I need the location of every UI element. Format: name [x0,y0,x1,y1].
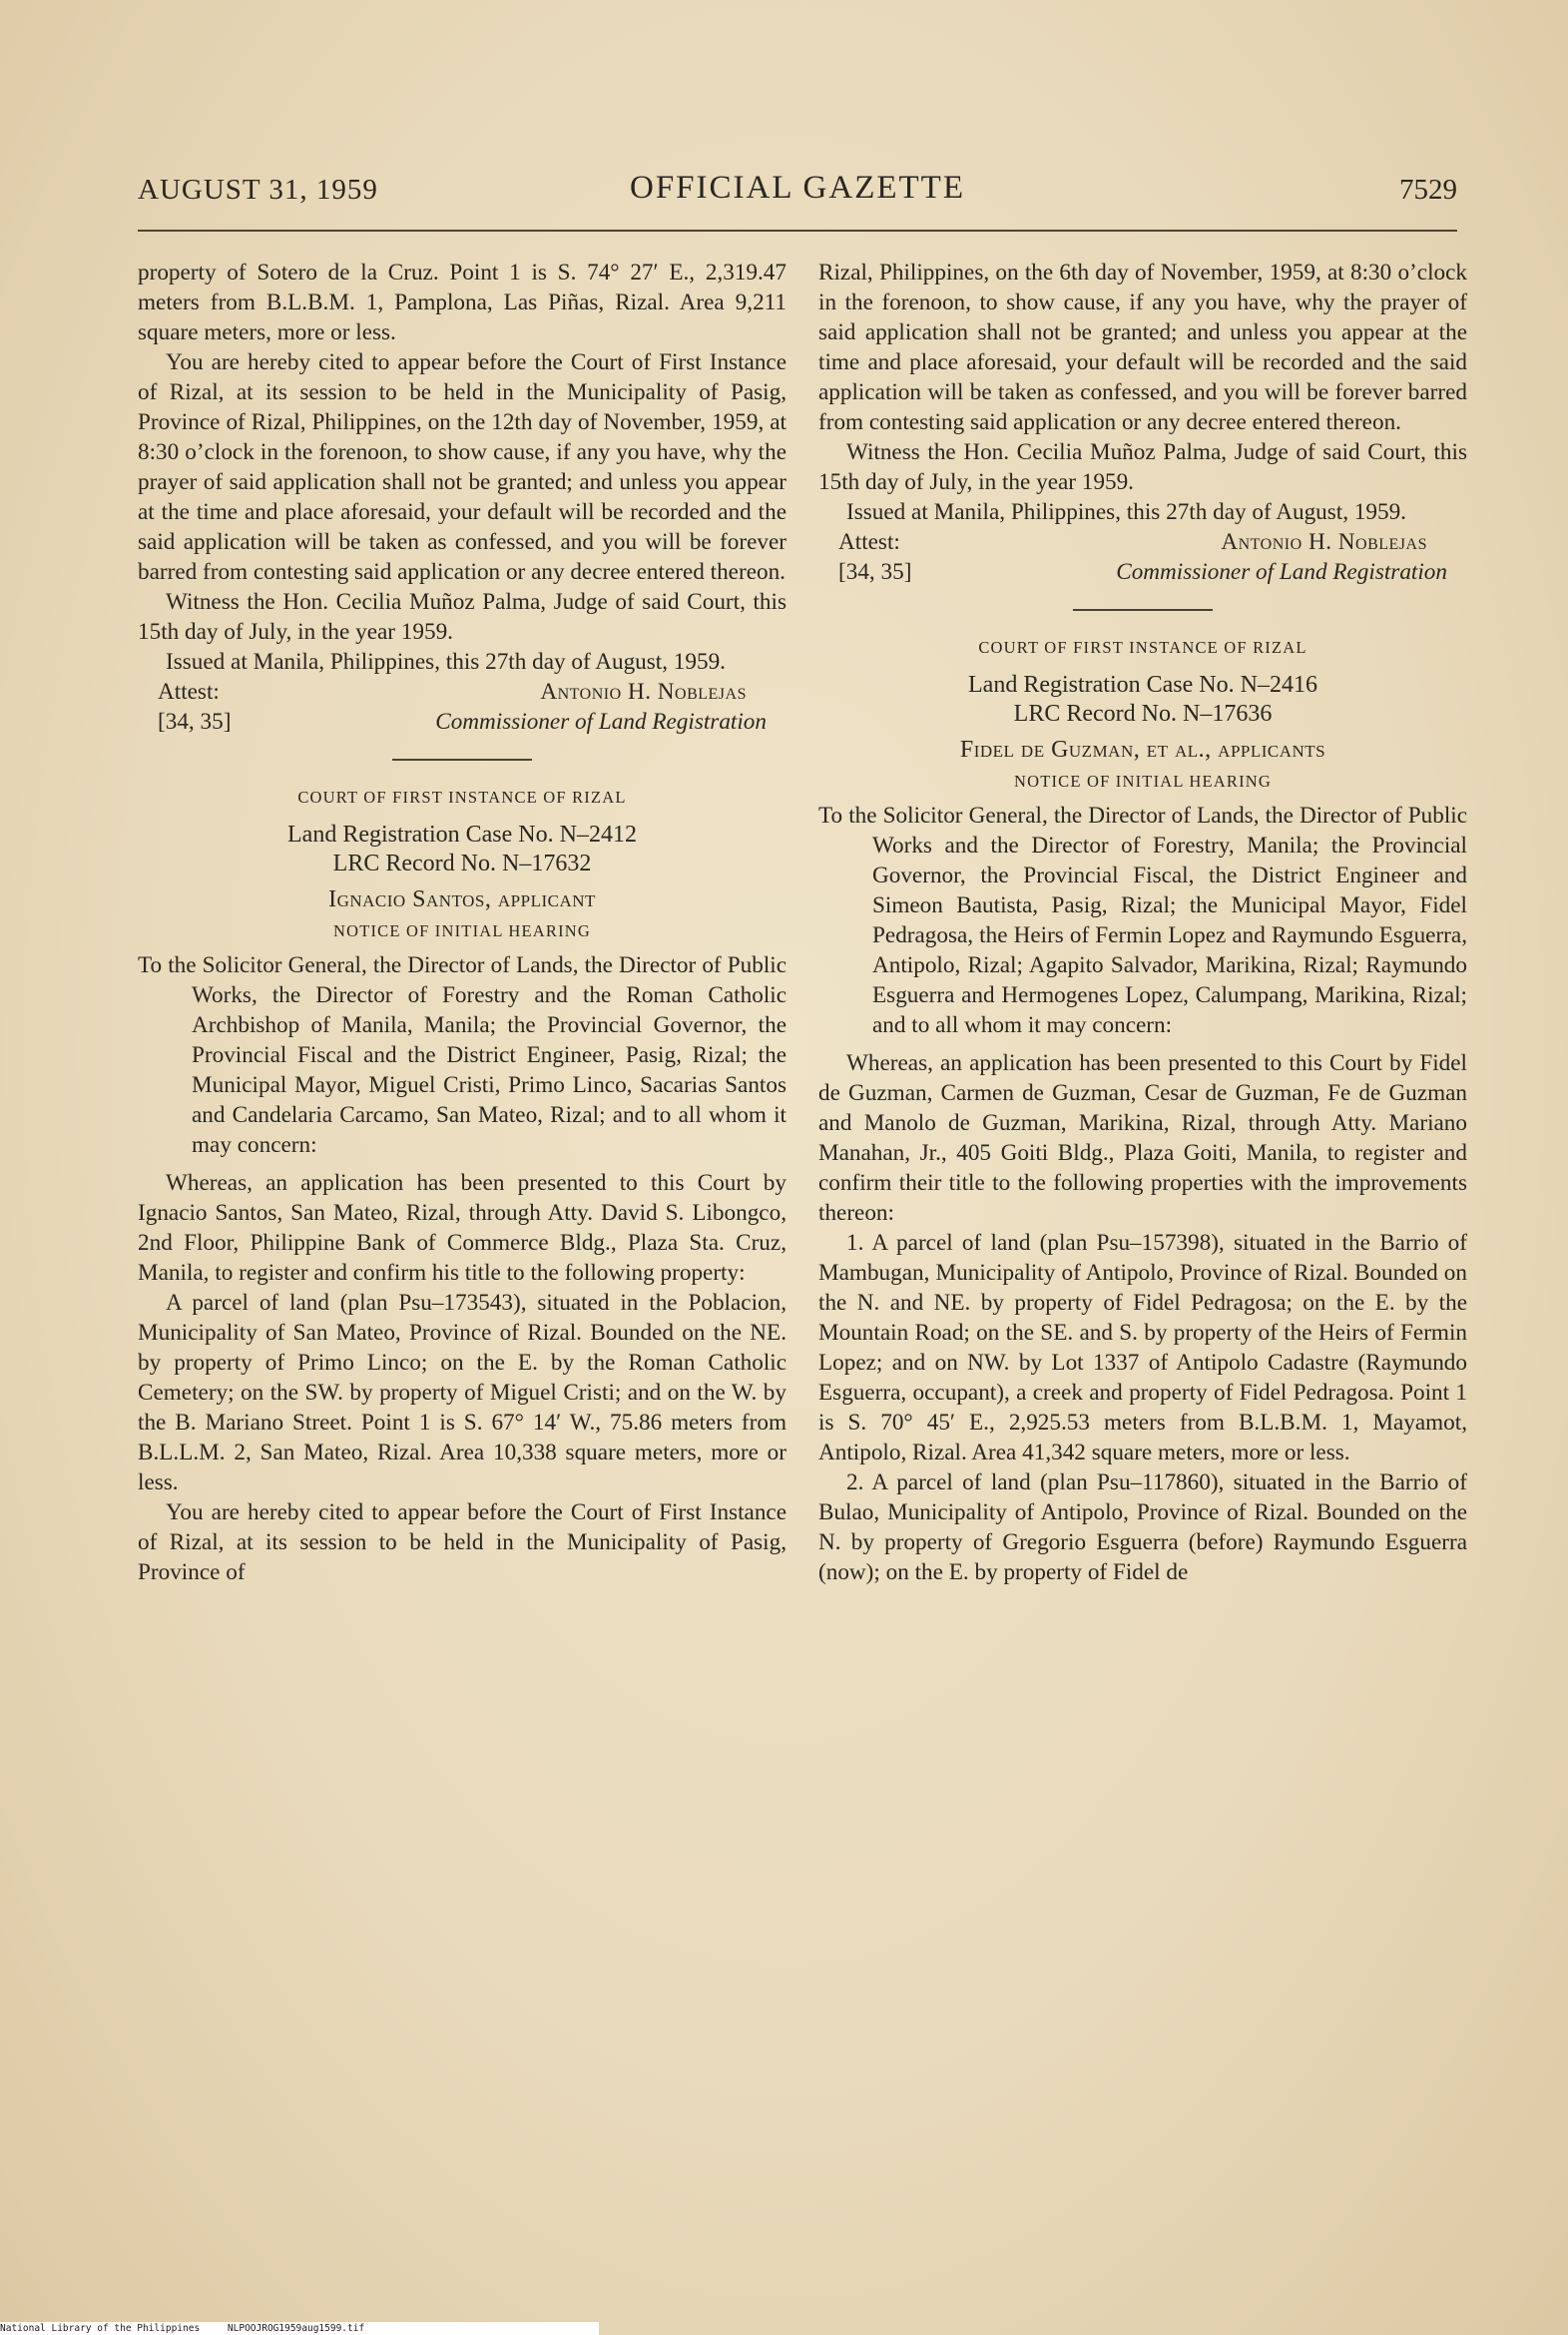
paragraph: Issued at Manila, Philippines, this 27th day of August, 1959. [166,649,726,675]
paragraph: Witness the Hon. Cecilia Muñoz Palma, Judge of said Court, this 15th day of July, in the year 1959. [818,439,1467,495]
attest-name: Antonio H. Noblejas [1221,529,1427,555]
page-number: 7529 [1399,174,1457,206]
issue-date: AUGUST 31, 1959 [138,174,378,206]
attest-label: Attest: [158,679,220,705]
publication-title: OFFICIAL GAZETTE [630,170,965,206]
file-name: NLPOOJROG1959aug1599.tif [227,2323,365,2334]
attest-name: Antonio H. Noblejas [540,679,747,705]
notice-heading: NOTICE OF INITIAL HEARING [1013,772,1273,791]
court-heading: COURT OF FIRST INSTANCE OF RIZAL [297,788,627,807]
addressee: To the Solicitor General, the Director of Lands, the Director of Public Works, the Director of Forestry and the Roman Catholic Archbishop of Manila, Manila; the Provincial Governor, the Provincial Fiscal and the District Engineer, Pasig, Rizal; the Municipal Mayor, Miguel Cristi, Primo Linco, Sacarias Santos and Candelaria Carcamo, San Mateo, Rizal; and to all whom it may concern: [138,952,786,1158]
paragraph: property of Sotero de la Cruz. Point 1 is S. 74° 27′ E., 2,319.47 meters from B.L.B.M. 1, Pamplona, Las Piñas, Rizal. Area 9,211 square meters, more or less. [138,260,786,345]
paragraph: Whereas, an application has been presented to this Court by Ignacio Santos, San Mateo, Rizal, through Atty. David S. Libongco, 2nd Floor, Philippine Bank of Commerce Bldg., Plaza Sta. Cruz, Manila, to register and confirm his title to the following property: [138,1170,786,1286]
paragraph: Whereas, an application has been presented to this Court by Fidel de Guzman, Carmen de Guzman, Cesar de Guzman, Fe de Guzman and Manolo de Guzman, Marikina, Rizal, through Atty. Mariano Manahan, Jr., 405 Goiti Bldg., Plaza Goiti, Manila, to register and confirm their title to the following properties with the improvements thereon: [818,1050,1467,1226]
section-divider [1073,609,1213,611]
page-header [138,170,1457,224]
attest-ref: [34, 35] [838,559,912,585]
addressee: To the Solicitor General, the Director of Lands, the Director of Public Works and the Director of Forestry, Manila; the Provincial Governor, the Provincial Fiscal, the District Engineer and Simeon Bautista, Pasig, Rizal; the Municipal Mayor, Fidel Pedragosa, the Heirs of Fermin Lopez and Raymundo Esguerra, Antipolo, Rizal; Agapito Salvador, Marikina, Rizal; Raymundo Esguerra and Hermogenes Lopez, Calumpang, Marikina, Rizal; and to all whom it may concern: [818,803,1467,1038]
header-rule [138,230,1457,232]
paragraph: Issued at Manila, Philippines, this 27th day of August, 1959. [846,499,1406,525]
left-column [138,258,786,1587]
lrc-record: LRC Record No. N–17636 [1013,701,1273,727]
attestation [818,527,1467,557]
library-credit: National Library of the Philippines [0,2323,201,2334]
paragraph: 1. A parcel of land (plan Psu–157398), situated in the Barrio of Mambugan, Municipality of Antipolo, Province of Rizal. Bounded on the N. and NE. by property of Fidel Pedragosa; on the E. by the Mountain Road; on the SE. and S. by property of the Heirs of Fermin Lopez; and on NW. by Lot 1337 of Antipolo Cadastre (Raymundo Esguerra, occupant), a creek and property of Fidel Pedragosa. Point 1 is S. 70° 45′ E., 2,925.53 meters from B.L.B.M. 1, Mayamot, Antipolo, Rizal. Area 41,342 square meters, more or less. [818,1230,1467,1465]
notice-heading: NOTICE OF INITIAL HEARING [332,921,592,940]
paragraph: 2. A parcel of land (plan Psu–117860), situated in the Barrio of Bulao, Municipality of Antipolo, Province of Rizal. Bounded on the N. by property of Gregorio Esguerra (before) Raymundo Esguerra (now); on the E. by property of Fidel de [818,1469,1467,1585]
case-number: Land Registration Case No. N–2412 [287,822,637,848]
lrc-record: LRC Record No. N–17632 [332,851,592,876]
paragraph: Witness the Hon. Cecilia Muñoz Palma, Judge of said Court, this 15th day of July, in the year 1959. [138,589,786,645]
paragraph: You are hereby cited to appear before the Court of First Instance of Rizal, at its session to be held in the Municipality of Pasig, Province of Rizal, Philippines, on the 12th day of November, 1959, at 8:30 o’clock in the forenoon, to show cause, if any you have, why the prayer of said application shall not be granted; and unless you appear at the time and place aforesaid, your default will be recorded and the said application will be taken as confessed, and you will be forever barred from contesting said application or any decree entered thereon. [138,349,786,585]
applicant: Ignacio Santos, applicant [328,886,596,912]
right-column [818,258,1467,1587]
applicant: Fidel de Guzman, et al., applicants [959,737,1326,763]
attestation-title [138,707,786,737]
attest-title: Commissioner of Land Registration [435,709,767,735]
attest-title: Commissioner of Land Registration [1116,559,1447,585]
paragraph: You are hereby cited to appear before the Court of First Instance of Rizal, at its session to be held in the Municipality of Pasig, Province of [138,1499,786,1585]
paragraph: A parcel of land (plan Psu–173543), situated in the Poblacion, Municipality of San Mateo, Province of Rizal. Bounded on the NE. by property of Primo Linco; on the E. by the Roman Catholic Cemetery; on the SW. by property of Miguel Cristi; and on the W. by the B. Mariano Street. Point 1 is S. 67° 14′ W., 75.86 meters from B.L.L.M. 2, San Mateo, Rizal. Area 10,338 square meters, more or less. [138,1290,786,1495]
attestation-title [818,557,1467,587]
attestation [138,677,786,707]
court-heading: COURT OF FIRST INSTANCE OF RIZAL [978,638,1307,657]
case-number: Land Registration Case No. N–2416 [968,672,1317,698]
scan-footer [0,2322,599,2335]
section-divider [392,759,532,761]
paragraph: Rizal, Philippines, on the 6th day of November, 1959, at 8:30 o’clock in the forenoon, to show cause, if any you have, why the prayer of said application shall not be granted; and unless you appear at the time and place aforesaid, your default will be recorded and the said application will be taken as confessed, and you will be forever barred from contesting said application or any decree entered thereon. [818,260,1467,435]
attest-label: Attest: [838,529,900,555]
attest-ref: [34, 35] [158,709,232,735]
